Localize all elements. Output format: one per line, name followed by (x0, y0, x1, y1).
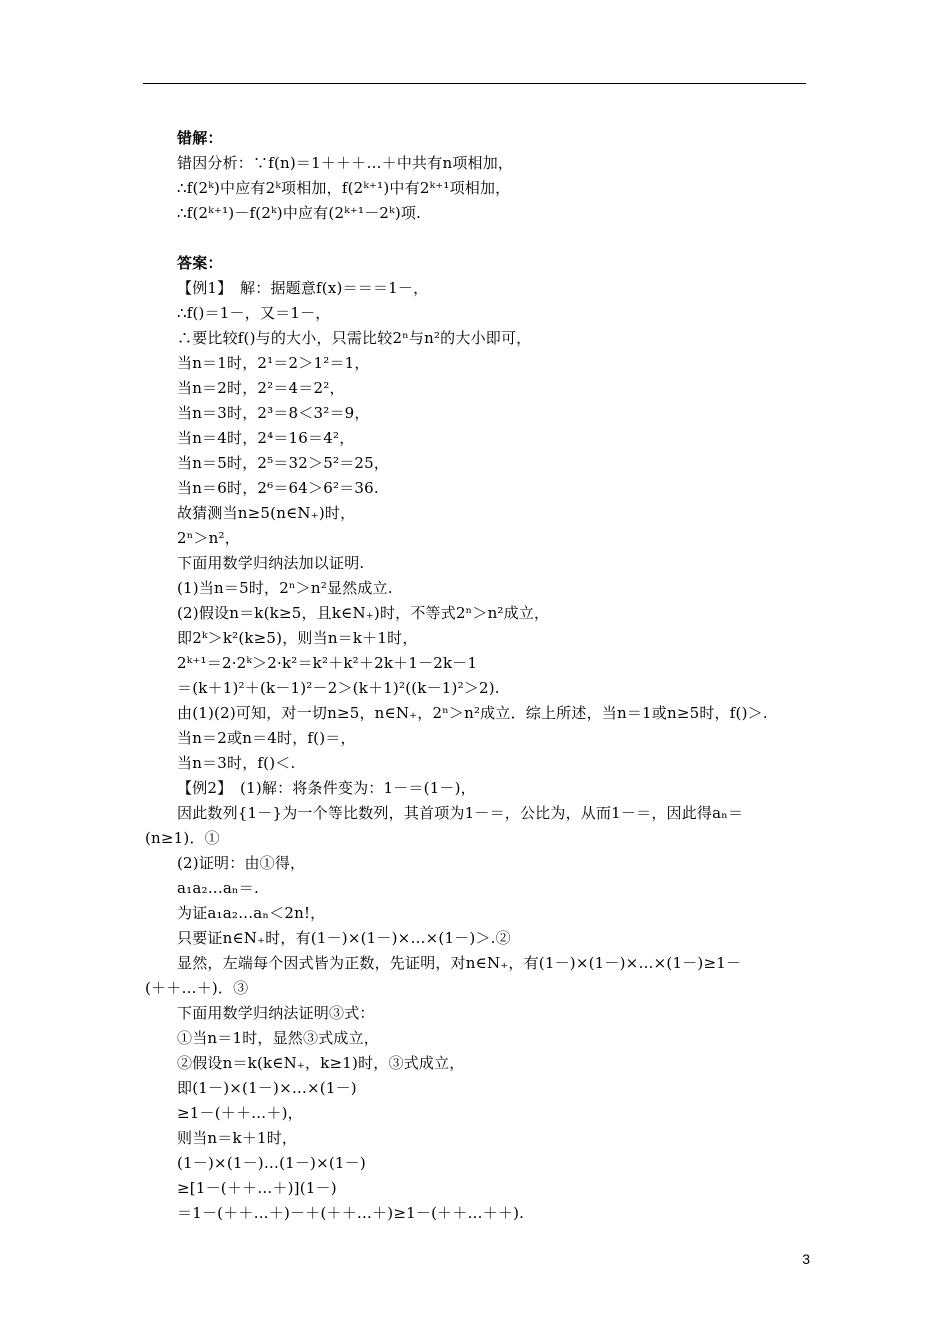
text-line: 2ᵏ⁺¹＝2·2ᵏ＞2·k²＝k²＋k²＋2k＋1－2k－1 (177, 654, 478, 672)
text-line: 当n＝3时，f()＜. (177, 754, 296, 772)
text-line: 当n＝3时，2³＝8＜3²＝9， (177, 404, 370, 422)
text-line: ≥1－(＋＋…＋)， (177, 1104, 303, 1122)
text-line: ①当n＝1时，显然③式成立， (177, 1029, 380, 1047)
text-line: ∴要比较f()与的大小，只需比较2ⁿ与n²的大小即可， (177, 329, 532, 347)
text-line: 下面用数学归纳法加以证明. (177, 554, 365, 572)
text-line: 错解： (177, 129, 223, 147)
text-line: 因此数列{1－}为一个等比数列，其首项为1－＝，公比为，从而1－＝，因此得aₙ＝ (177, 804, 744, 822)
text-line: ≥[1－(＋＋…＋)](1－) (177, 1179, 337, 1197)
text-line: 错因分析：∵f(n)＝1＋＋＋…＋中共有n项相加， (177, 154, 514, 172)
text-line: 当n＝2或n＝4时，f()＝， (177, 729, 356, 747)
text-line: 当n＝1时，2¹＝2＞1²＝1， (177, 354, 370, 372)
text-line: 【例2】 (1)解：将条件变为：1－＝(1－)， (177, 779, 476, 797)
page-number: 3 (802, 1251, 810, 1267)
text-line: ＝1－(＋＋…＋)－＋(＋＋…＋)≥1－(＋＋…＋＋). (177, 1204, 525, 1222)
text-line: 显然，左端每个因式皆为正数，先证明，对n∈N₊，有(1－)×(1－)×…×(1－)≥1－ (177, 954, 742, 972)
text-line: ＝(k＋1)²＋(k－1)²－2＞(k＋1)²((k－1)²＞2). (177, 679, 500, 697)
text-line: 则当n＝k＋1时， (177, 1129, 298, 1147)
text-line: 【例1】 解：据题意f(x)＝＝＝1－， (177, 279, 429, 297)
text-line: 当n＝6时，2⁶＝64＞6²＝36. (177, 479, 379, 497)
text-line: 由(1)(2)可知，对一切n≥5，n∈N₊，2ⁿ＞n²成立．综上所述，当n＝1或n≥5时，f()＞. (177, 704, 768, 722)
text-line: (2)证明：由①得， (177, 854, 306, 872)
text-line: ②假设n＝k(k∈N₊，k≥1)时，③式成立， (177, 1054, 465, 1072)
text-line: (2)假设n＝k(k≥5，且k∈N₊)时，不等式2ⁿ＞n²成立， (177, 604, 550, 622)
text-line: 答案： (177, 254, 223, 272)
text-line: 当n＝2时，2²＝4＝2²， (177, 379, 345, 397)
text-line: a₁a₂…aₙ＝. (177, 879, 259, 897)
text-line: (n≥1)．① (145, 829, 220, 847)
text-line: (1－)×(1－)…(1－)×(1－) (177, 1154, 366, 1172)
header-rule (143, 83, 806, 84)
text-line: 下面用数学归纳法证明③式： (177, 1004, 375, 1022)
text-line: ∴f(2ᵏ)中应有2ᵏ项相加，f(2ᵏ⁺¹)中有2ᵏ⁺¹项相加， (177, 179, 511, 197)
text-line: 为证a₁a₂…aₙ＜2n!， (177, 904, 326, 922)
text-line: 即2ᵏ＞k²(k≥5)，则当n＝k＋1时， (177, 629, 418, 647)
text-line: 2ⁿ＞n²， (177, 529, 240, 547)
text-line: ∴f()＝1－，又＝1－， (177, 304, 331, 322)
text-line: (＋＋…＋)．③ (145, 979, 249, 997)
text-line: 只要证n∈N₊时，有(1－)×(1－)×…×(1－)＞.② (177, 929, 511, 947)
text-line: 即(1－)×(1－)×…×(1－) (177, 1079, 357, 1097)
text-line: 故猜测当n≥5(n∈N₊)时， (177, 504, 356, 522)
text-line: 当n＝4时，2⁴＝16＝4²， (177, 429, 355, 447)
text-line: (1)当n＝5时，2ⁿ＞n²显然成立. (177, 579, 393, 597)
text-line: 当n＝5时，2⁵＝32＞5²＝25， (177, 454, 390, 472)
text-line: ∴f(2ᵏ⁺¹)－f(2ᵏ)中应有(2ᵏ⁺¹－2ᵏ)项. (177, 204, 422, 222)
